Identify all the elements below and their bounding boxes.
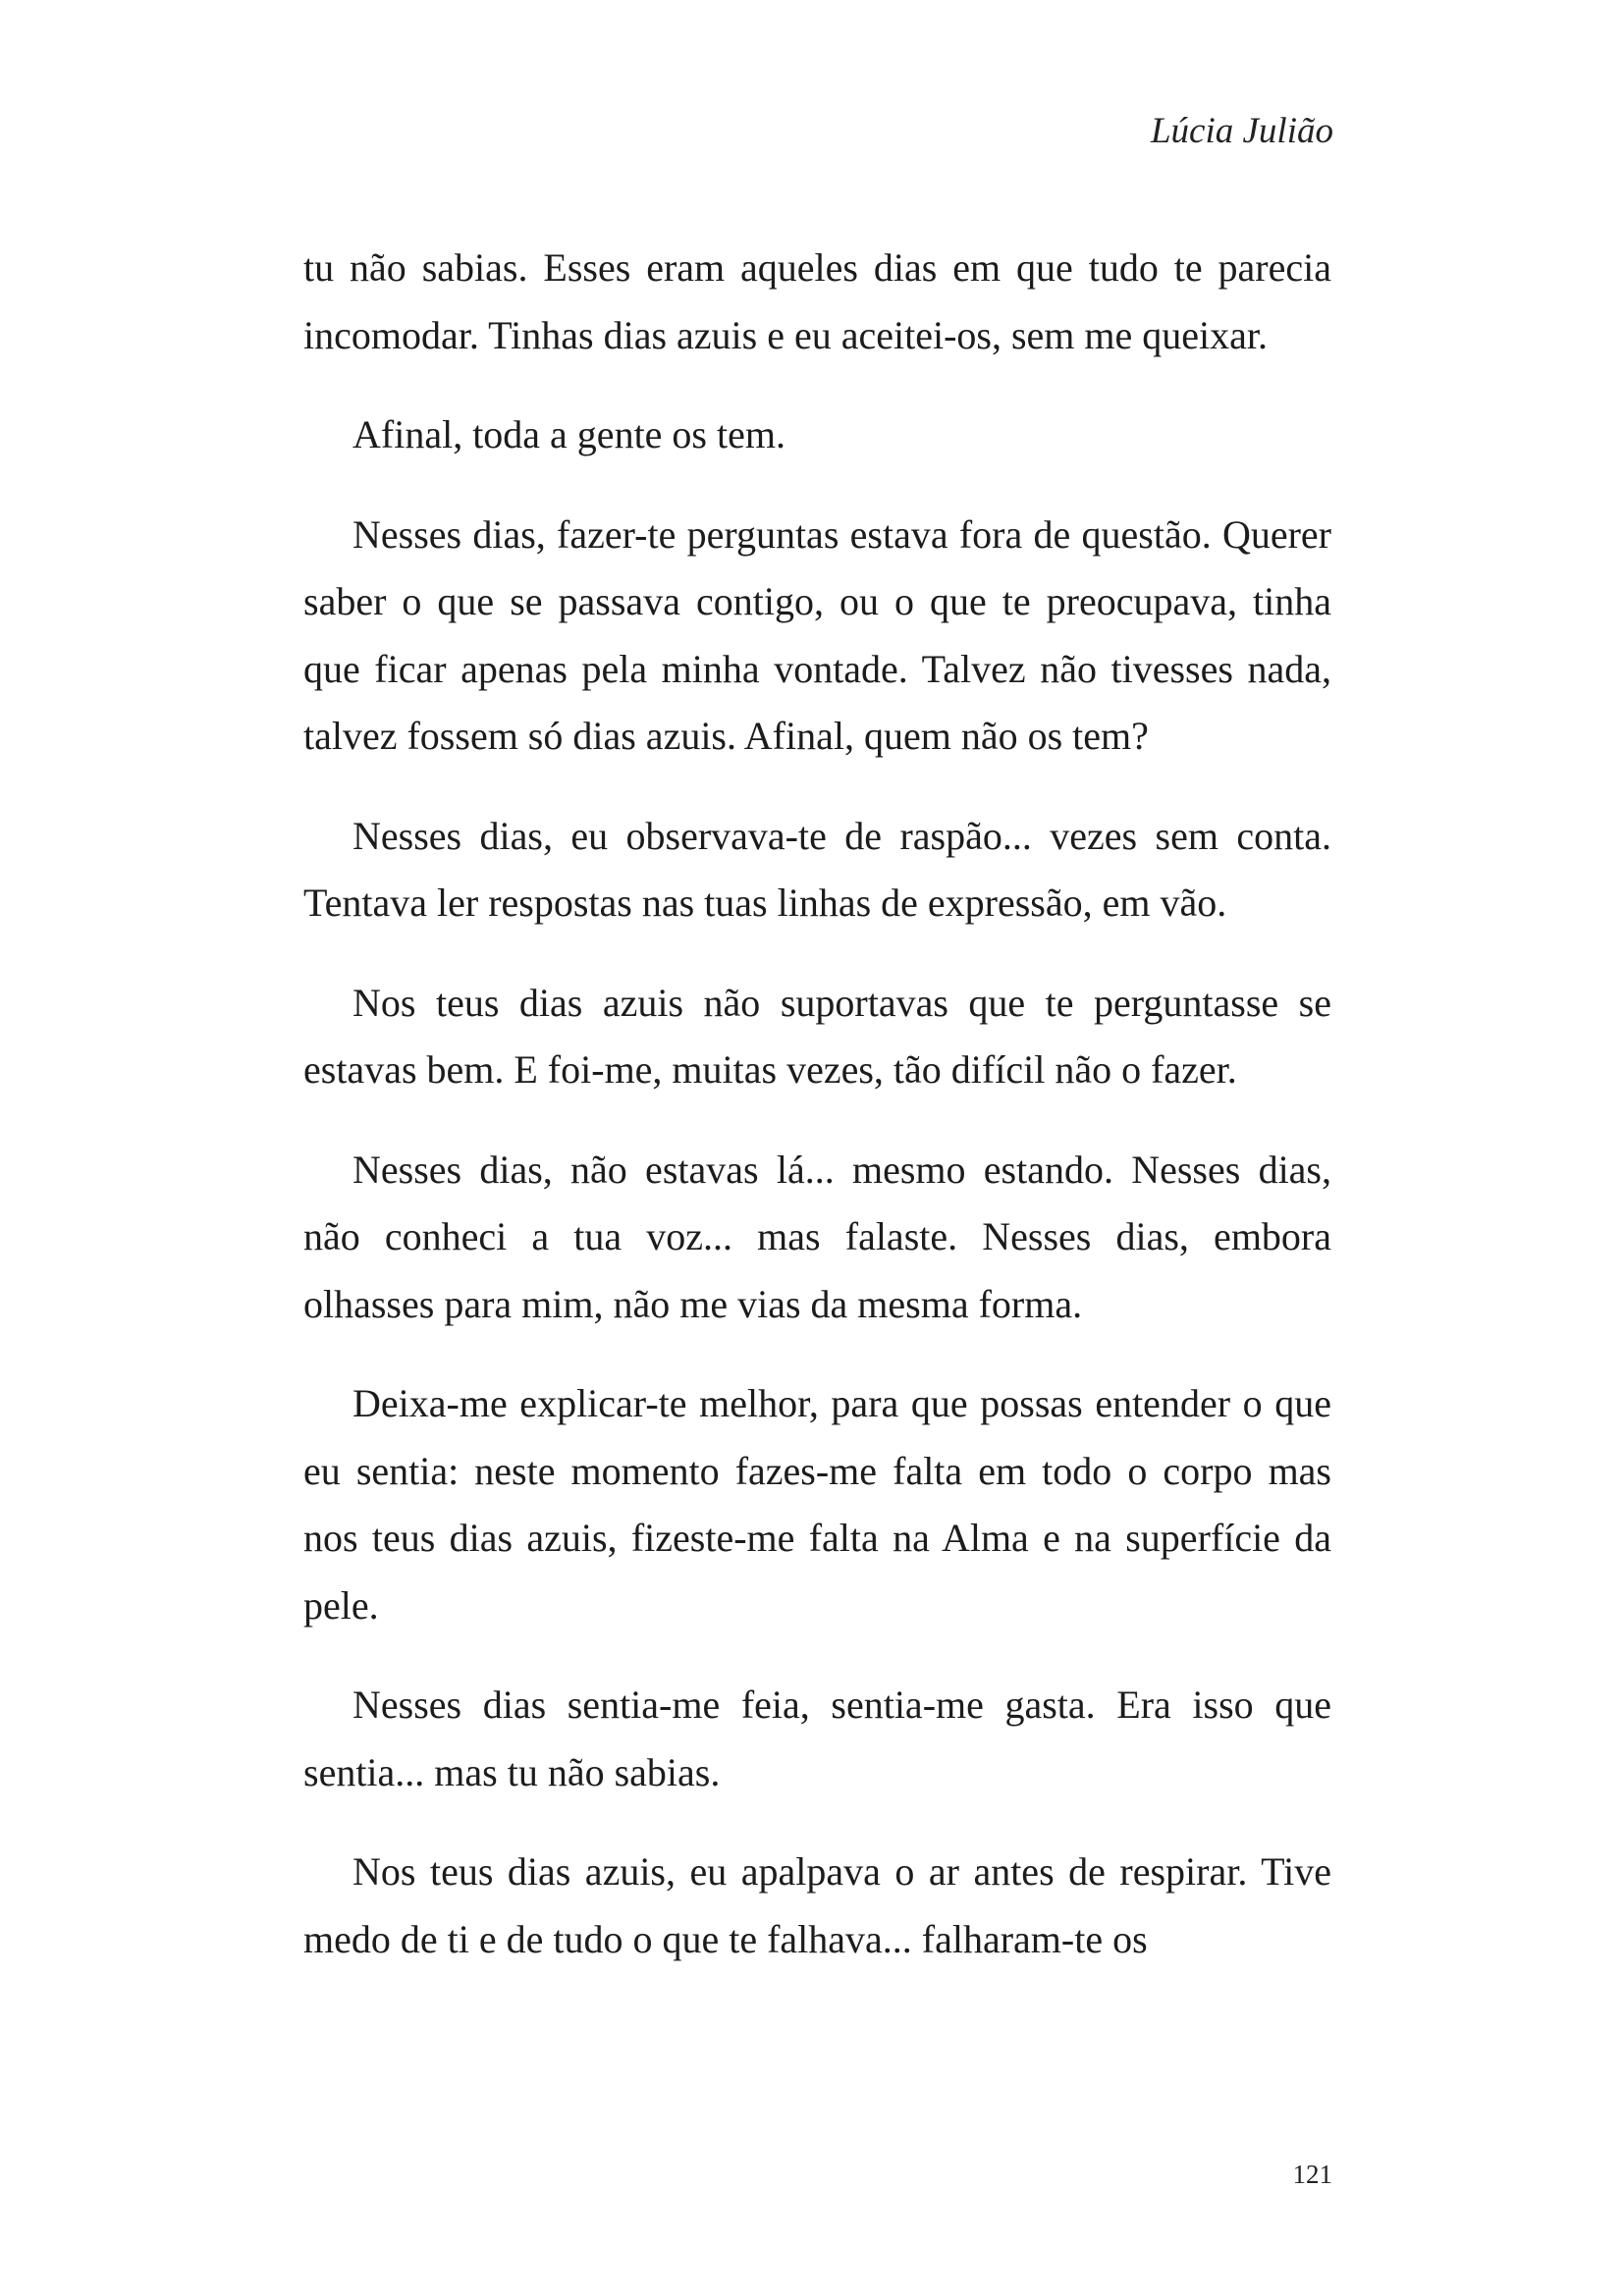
body-text <box>303 235 1331 1973</box>
paragraph: Nos teus dias azuis não suportavas que te perguntasse se estavas bem. E foi-me, muitas vezes, tão difícil não o fazer. <box>303 980 1331 1092</box>
paragraph: Nesses dias, não estavas lá... mesmo estando. Nesses dias, não conheci a tua voz... mas falaste. Nesses dias, embora olhasses para mim, não me vias da mesma forma. <box>303 1147 1331 1326</box>
page-number: 121 <box>1292 2160 1332 2189</box>
paragraph: Nesses dias sentia-me feia, sentia-me gasta. Era isso que sentia... mas tu não sabias. <box>303 1682 1331 1794</box>
paragraph: Nos teus dias azuis, eu apalpava o ar antes de respirar. Tive medo de ti e de tudo o que te falhava... falharam-te os <box>303 1849 1331 1961</box>
paragraph: Deixa-me explicar-te melhor, para que possas entender o que eu sentia: neste momento fazes-me falta em todo o corpo mas nos teus dias azuis, fizeste-me falta na Alma e na superfície da pele. <box>303 1381 1331 1628</box>
running-header-author: Lúcia Julião <box>1150 111 1333 151</box>
paragraph: Nesses dias, eu observava-te de raspão... vezes sem conta. Tentava ler respostas nas tuas linhas de expressão, em vão. <box>303 813 1331 925</box>
paragraph: Afinal, toda a gente os tem. <box>352 412 785 456</box>
paragraph-continuation: tu não sabias. Esses eram aqueles dias em que tudo te parecia incomodar. Tinhas dias azuis e eu aceitei-os, sem me queixar. <box>303 245 1331 357</box>
paragraph: Nesses dias, fazer-te perguntas estava fora de questão. Querer saber o que se passava contigo, ou o que te preocupava, tinha que ficar apenas pela minha vontade. Talvez não tivesses nada, talvez fossem só dias azuis. Afinal, quem não os tem? <box>303 511 1331 758</box>
